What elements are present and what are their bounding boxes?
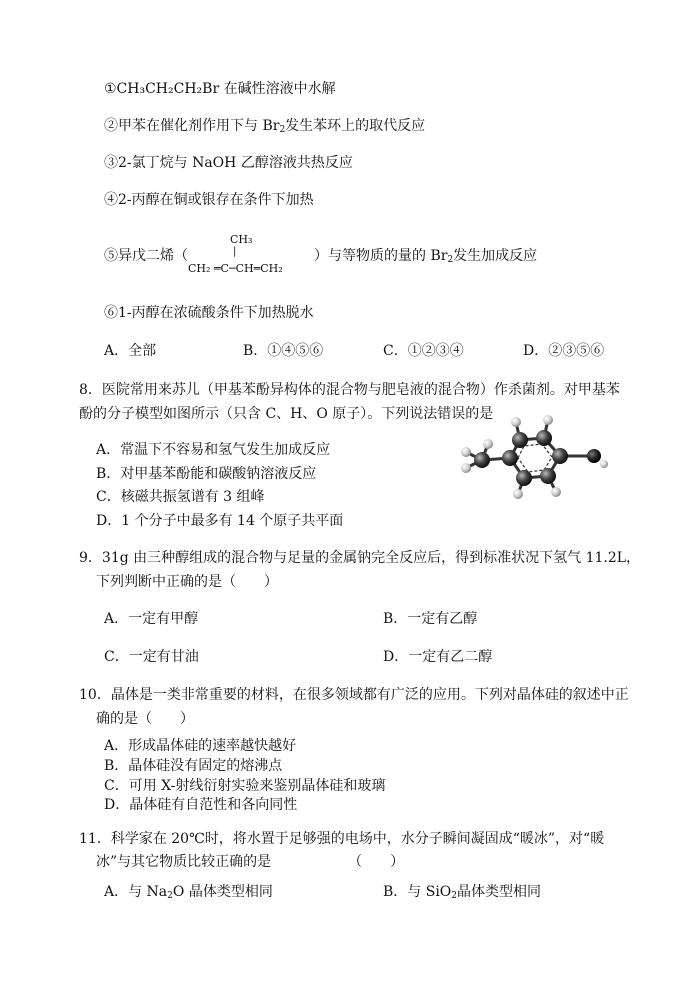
q10-option-d[interactable]: D．晶体硅有自范性和各向同性 <box>104 797 298 813</box>
q8-stem-line1: 8．医院常用来苏儿（甲基苯酚异构体的混合物与肥皂液的混合物）作杀菌剂。对甲基苯 <box>79 382 620 398</box>
carbon-atoms <box>474 430 568 486</box>
aromatic-ring <box>518 444 552 472</box>
q11-option-a[interactable] <box>104 884 273 900</box>
methylphenol-model-icon <box>452 410 612 510</box>
reaction-6: ⑥1-丙醇在浓硫酸条件下加热脱水 <box>104 305 314 321</box>
q10-stem-line2: 确的是（ ） <box>96 711 194 727</box>
q10-option-c[interactable]: C．可用 X-射线衍射实验来鉴别晶体硅和玻璃 <box>104 778 386 794</box>
q11-option-b-text: B．与 SiO <box>383 884 452 900</box>
reaction-2 <box>104 118 425 134</box>
q9-option-a[interactable]: A．一定有甲醇 <box>104 611 199 627</box>
q11-stem-line2: 冰”与其它物质比较正确的是 （ ） <box>96 854 405 870</box>
q8-option-b[interactable]: B．对甲基苯酚能和碳酸钠溶液反应 <box>96 466 317 482</box>
q10-stem-line1: 10．晶体是一类非常重要的材料，在很多领域都有广泛的应用。下列对晶体硅的叙述中正 <box>79 687 629 703</box>
reaction-5-text-end: 发生加成反应 <box>453 248 538 264</box>
q9-stem-line2: 下列判断中正确的是（ ） <box>96 574 278 590</box>
subscript: 2 <box>167 891 173 901</box>
q11-option-b-text-end: 晶体类型相同 <box>457 884 542 900</box>
structure-methyl: CH₃ <box>230 233 253 246</box>
structure-main-chain: CH₂ ═C─CH═CH₂ <box>188 262 283 275</box>
reaction-5-end <box>314 248 537 264</box>
subscript: 2 <box>451 891 458 901</box>
q11-stem-line1: 11．科学家在 20℃时，将水置于足够强的电场中，水分子瞬间凝固成“暖冰”，对“暖 <box>79 831 605 847</box>
q11-option-a-text: A．与 Na <box>104 884 168 900</box>
reaction-5-start: ⑤异戊二烯（ <box>104 248 188 264</box>
q7-option-a[interactable]: A．全部 <box>104 343 157 359</box>
q7-option-b[interactable]: B．①④⑤⑥ <box>243 343 324 359</box>
reaction-2-text-end: 发生苯环上的取代反应 <box>285 118 426 134</box>
q8-option-a[interactable]: A．常温下不容易和氢气发生加成反应 <box>96 442 331 458</box>
q8-stem-line2: 酚的分子模型如图所示（只含 C、H、O 原子）。下列说法错误的是 <box>79 406 494 422</box>
reaction-5-text: ）与等物质的量的 Br <box>314 248 448 264</box>
reaction-4: ④2-丙醇在铜或银存在条件下加热 <box>104 192 314 208</box>
q7-option-d[interactable]: D．②③⑤⑥ <box>523 343 605 359</box>
subscript: 2 <box>279 125 286 135</box>
q10-option-b[interactable]: B．晶体硅没有固定的熔沸点 <box>104 758 283 774</box>
q9-option-d[interactable]: D．一定有乙二醇 <box>383 649 493 665</box>
q10-option-a[interactable]: A．形成晶体硅的速率越快越好 <box>104 738 297 754</box>
reaction-1: ①CH₃CH₂CH₂Br 在碱性溶液中水解 <box>104 81 336 97</box>
reaction-2-text: ②甲苯在催化剂作用下与 Br <box>104 118 280 134</box>
q11-option-b[interactable] <box>383 884 541 900</box>
q9-option-c[interactable]: C．一定有甘油 <box>104 649 199 665</box>
q7-option-c[interactable]: C．①②③④ <box>383 343 464 359</box>
q9-stem-line1: 9．31g 由三种醇组成的混合物与足量的金属钠完全反应后，得到标准状况下氢气 11.2L， <box>79 550 641 566</box>
subscript: 2 <box>447 255 454 265</box>
q8-option-d[interactable]: D．1 个分子中最多有 14 个原子共平面 <box>96 513 344 529</box>
hydroxyl-hydrogen <box>600 460 608 468</box>
structure-bond: | <box>233 246 237 257</box>
reaction-3: ③2-氯丁烷与 NaOH 乙醇溶液共热反应 <box>104 155 353 171</box>
q8-option-c[interactable]: C．核磁共振氢谱有 3 组峰 <box>96 489 265 505</box>
oxygen-atom <box>587 449 601 463</box>
q9-option-b[interactable]: B．一定有乙醇 <box>383 611 478 627</box>
q11-option-a-text-end: O 晶体类型相同 <box>172 884 273 900</box>
